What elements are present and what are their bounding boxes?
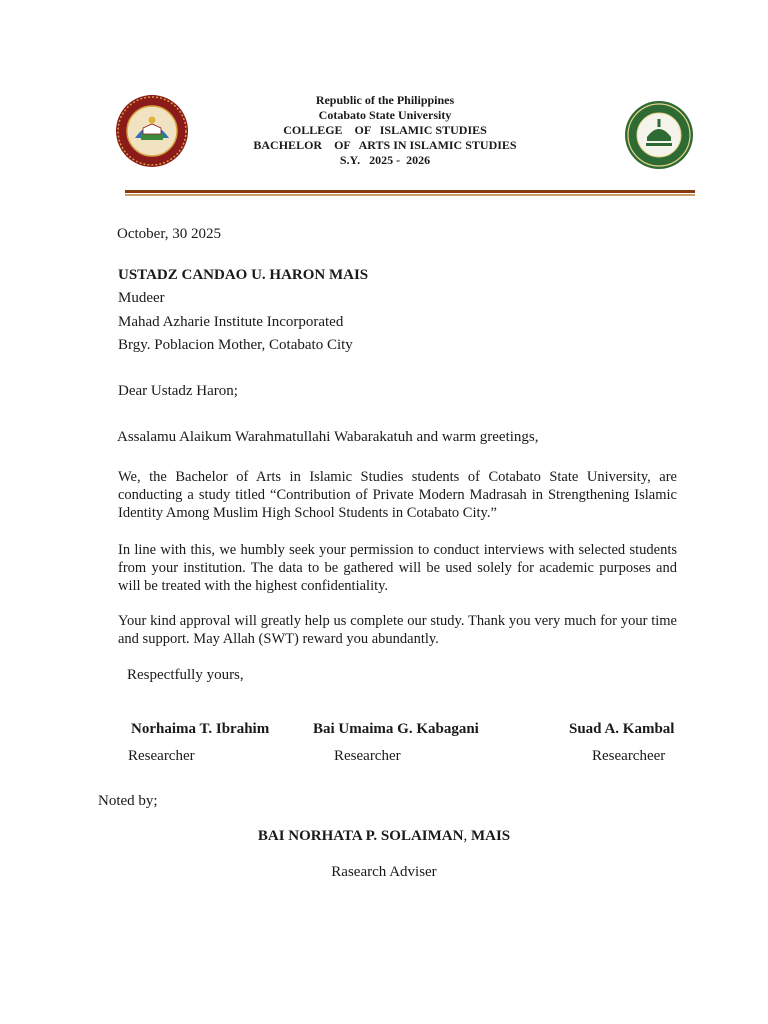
letterhead-program: BACHELOR OF ARTS IN ISLAMIC STUDIES bbox=[253, 138, 517, 152]
letterhead-college: COLLEGE OF ISLAMIC STUDIES bbox=[283, 123, 487, 137]
header-rule-light bbox=[125, 194, 695, 196]
signatory-role-3: Researcheer bbox=[592, 748, 666, 764]
signatory-role-2: Researcher bbox=[334, 748, 401, 764]
cotabato-state-university-seal-icon bbox=[115, 94, 189, 173]
body-paragraph-2: In line with this, we humbly seek your permission to conduct interviews with selected students from your institution. The data to be gathered will be used solely for academic purposes and will be treated with the highest confidentiality. bbox=[118, 542, 677, 594]
recipient-title: Mudeer bbox=[118, 290, 165, 306]
letterhead bbox=[200, 93, 570, 168]
signatory-role-1: Researcher bbox=[128, 748, 195, 764]
header-rule-dark bbox=[125, 190, 695, 193]
adviser-degree: MAIS bbox=[467, 828, 511, 844]
closing: Respectfully yours, bbox=[127, 667, 244, 683]
signatory-name-1: Norhaima T. Ibrahim bbox=[131, 721, 270, 737]
signatory-name-3: Suad A. Kambal bbox=[569, 721, 675, 737]
salutation: Dear Ustadz Haron; bbox=[118, 383, 238, 399]
body-paragraph-1: We, the Bachelor of Arts in Islamic Studies students of Cotabato State University, are conducting a study titled “Contribution of Private Modern Madrasah in Strengthening Islamic Identity Among Muslim High School Students in Cotabato City.” bbox=[118, 469, 677, 521]
greeting: Assalamu Alaikum Warahmatullahi Wabarakatuh and warm greetings, bbox=[117, 429, 539, 445]
adviser-name-line bbox=[184, 827, 584, 845]
letterhead-school-year: S.Y. 2025 - 2026 bbox=[339, 153, 431, 167]
body-paragraph-3: Your kind approval will greatly help us complete our study. Thank you very much for your time and support. May Allah (SWT) reward you abundantly. bbox=[118, 613, 677, 647]
recipient-address: Brgy. Poblacion Mother, Cotabato City bbox=[118, 337, 353, 353]
adviser-name-separator: , bbox=[463, 828, 468, 844]
college-of-islamic-studies-seal-icon bbox=[624, 99, 694, 176]
noted-by-label: Noted by; bbox=[98, 793, 158, 809]
recipient-name: USTADZ CANDAO U. HARON MAIS bbox=[118, 267, 369, 283]
adviser-name: BAI NORHATA P. SOLAIMAN bbox=[257, 828, 464, 844]
letterhead-country: Republic of the Philippines bbox=[315, 93, 455, 107]
recipient-organization: Mahad Azharie Institute Incorporated bbox=[118, 314, 344, 330]
adviser-role: Rasearch Adviser bbox=[331, 864, 437, 880]
letterhead-university: Cotabato State University bbox=[318, 108, 452, 122]
signatory-name-2: Bai Umaima G. Kabagani bbox=[313, 721, 479, 737]
letter-date: October, 30 2025 bbox=[117, 226, 221, 242]
